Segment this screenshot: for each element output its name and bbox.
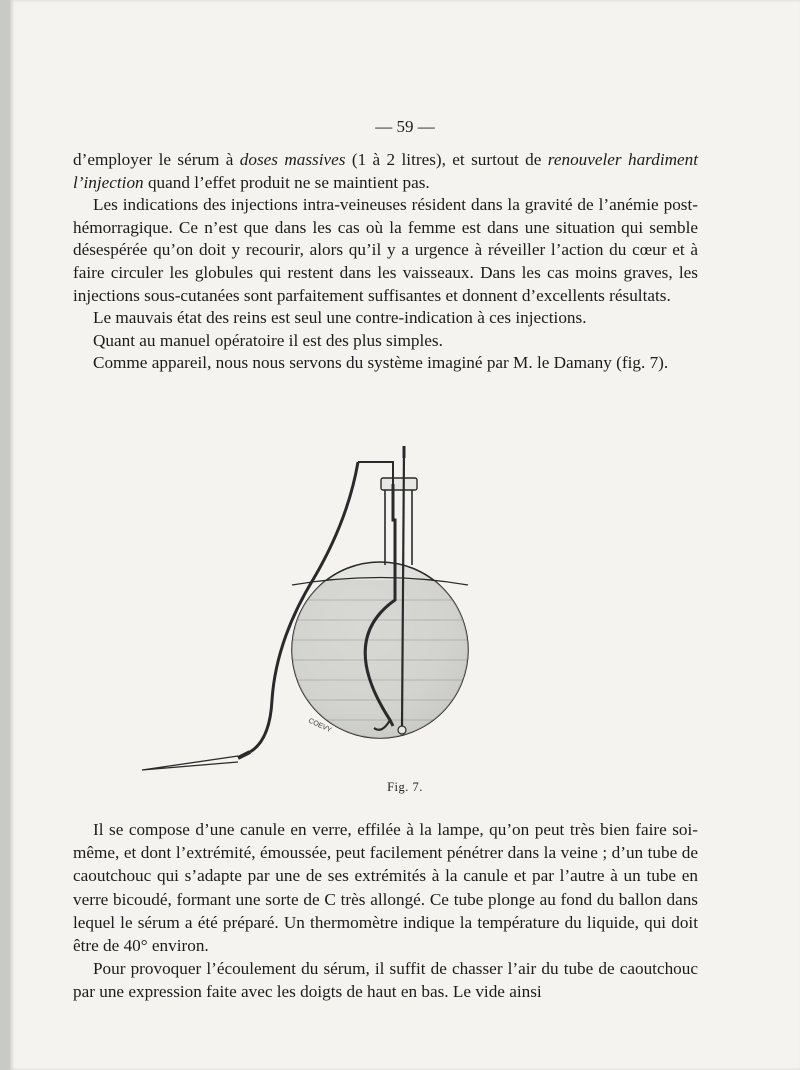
text-run: Pour provoquer l’écoulement du sérum, il suffit de chasser l’air du tube de caoutchouc par une expression faite avec les doigts de haut en bas. Le vide ainsi <box>73 959 698 1002</box>
paragraph <box>73 818 698 957</box>
figure-caption: Fig. 7. <box>387 780 423 794</box>
text-run: (1 à 2 litres), et surtout de <box>345 150 548 169</box>
text-run: Il se compose d’une canule en verre, effilée à la lampe, qu’on peut très bien faire soi-même, et dont l’extrémité, émoussée, peut facilement pénétrer dans la veine ; d’un tube de caoutchouc qui s’adapte par une de ses extrémités à la canule et par l’autre à un tube en verre bicoudé, formant une sorte de C très allongé. Ce tube plonge au fond du ballon dans lequel le sérum a été préparé. Un thermomètre indique la température du liquide, qui doit être de 40° environ. <box>73 820 698 956</box>
thermometer-bulb <box>398 726 406 734</box>
text-run: Le mauvais état des reins est seul une contre-indication à ces injections. <box>93 308 587 328</box>
glass-cannula <box>142 752 250 770</box>
text-run: Les indications des injections intra-veineuses résident dans la gravité de l’anémie post-hémorragique. Ce n’est que dans les cas où la femme est dans une situation qui semble désespérée qu’on doit y recourir, alors qu’il y a urgence à réveiller l’action du cœur et à faire circuler les globules qui restent dans les vaisseaux. Dans les cas moins graves, les injections sous-cutanées sont parfaitement suffisantes et donnent d’excellents résultats. <box>73 195 698 305</box>
italic-text: doses massives <box>239 150 346 169</box>
text-run: d’employer le sérum à <box>73 150 240 169</box>
engraver-signature: COEVY <box>307 717 333 735</box>
flask <box>280 446 480 750</box>
text-run: Quant au manuel opératoire il est des plus simples. <box>93 330 443 350</box>
figure-7-illustration <box>10 0 800 800</box>
page-number: — 59 — <box>375 117 435 136</box>
text-block-bottom <box>73 818 698 1004</box>
flask-stopper <box>381 478 417 490</box>
text-run: quand l’effet produit ne se maintient pas. <box>143 172 430 192</box>
book-page <box>10 0 800 1070</box>
text-run: Comme appareil, nous nous servons du système imaginé par M. le Damany (fig. 7). <box>93 353 669 373</box>
flask-neck <box>385 484 412 565</box>
paragraph <box>73 957 698 1003</box>
italic-text: renouveler hardiment l’injection <box>73 150 699 192</box>
